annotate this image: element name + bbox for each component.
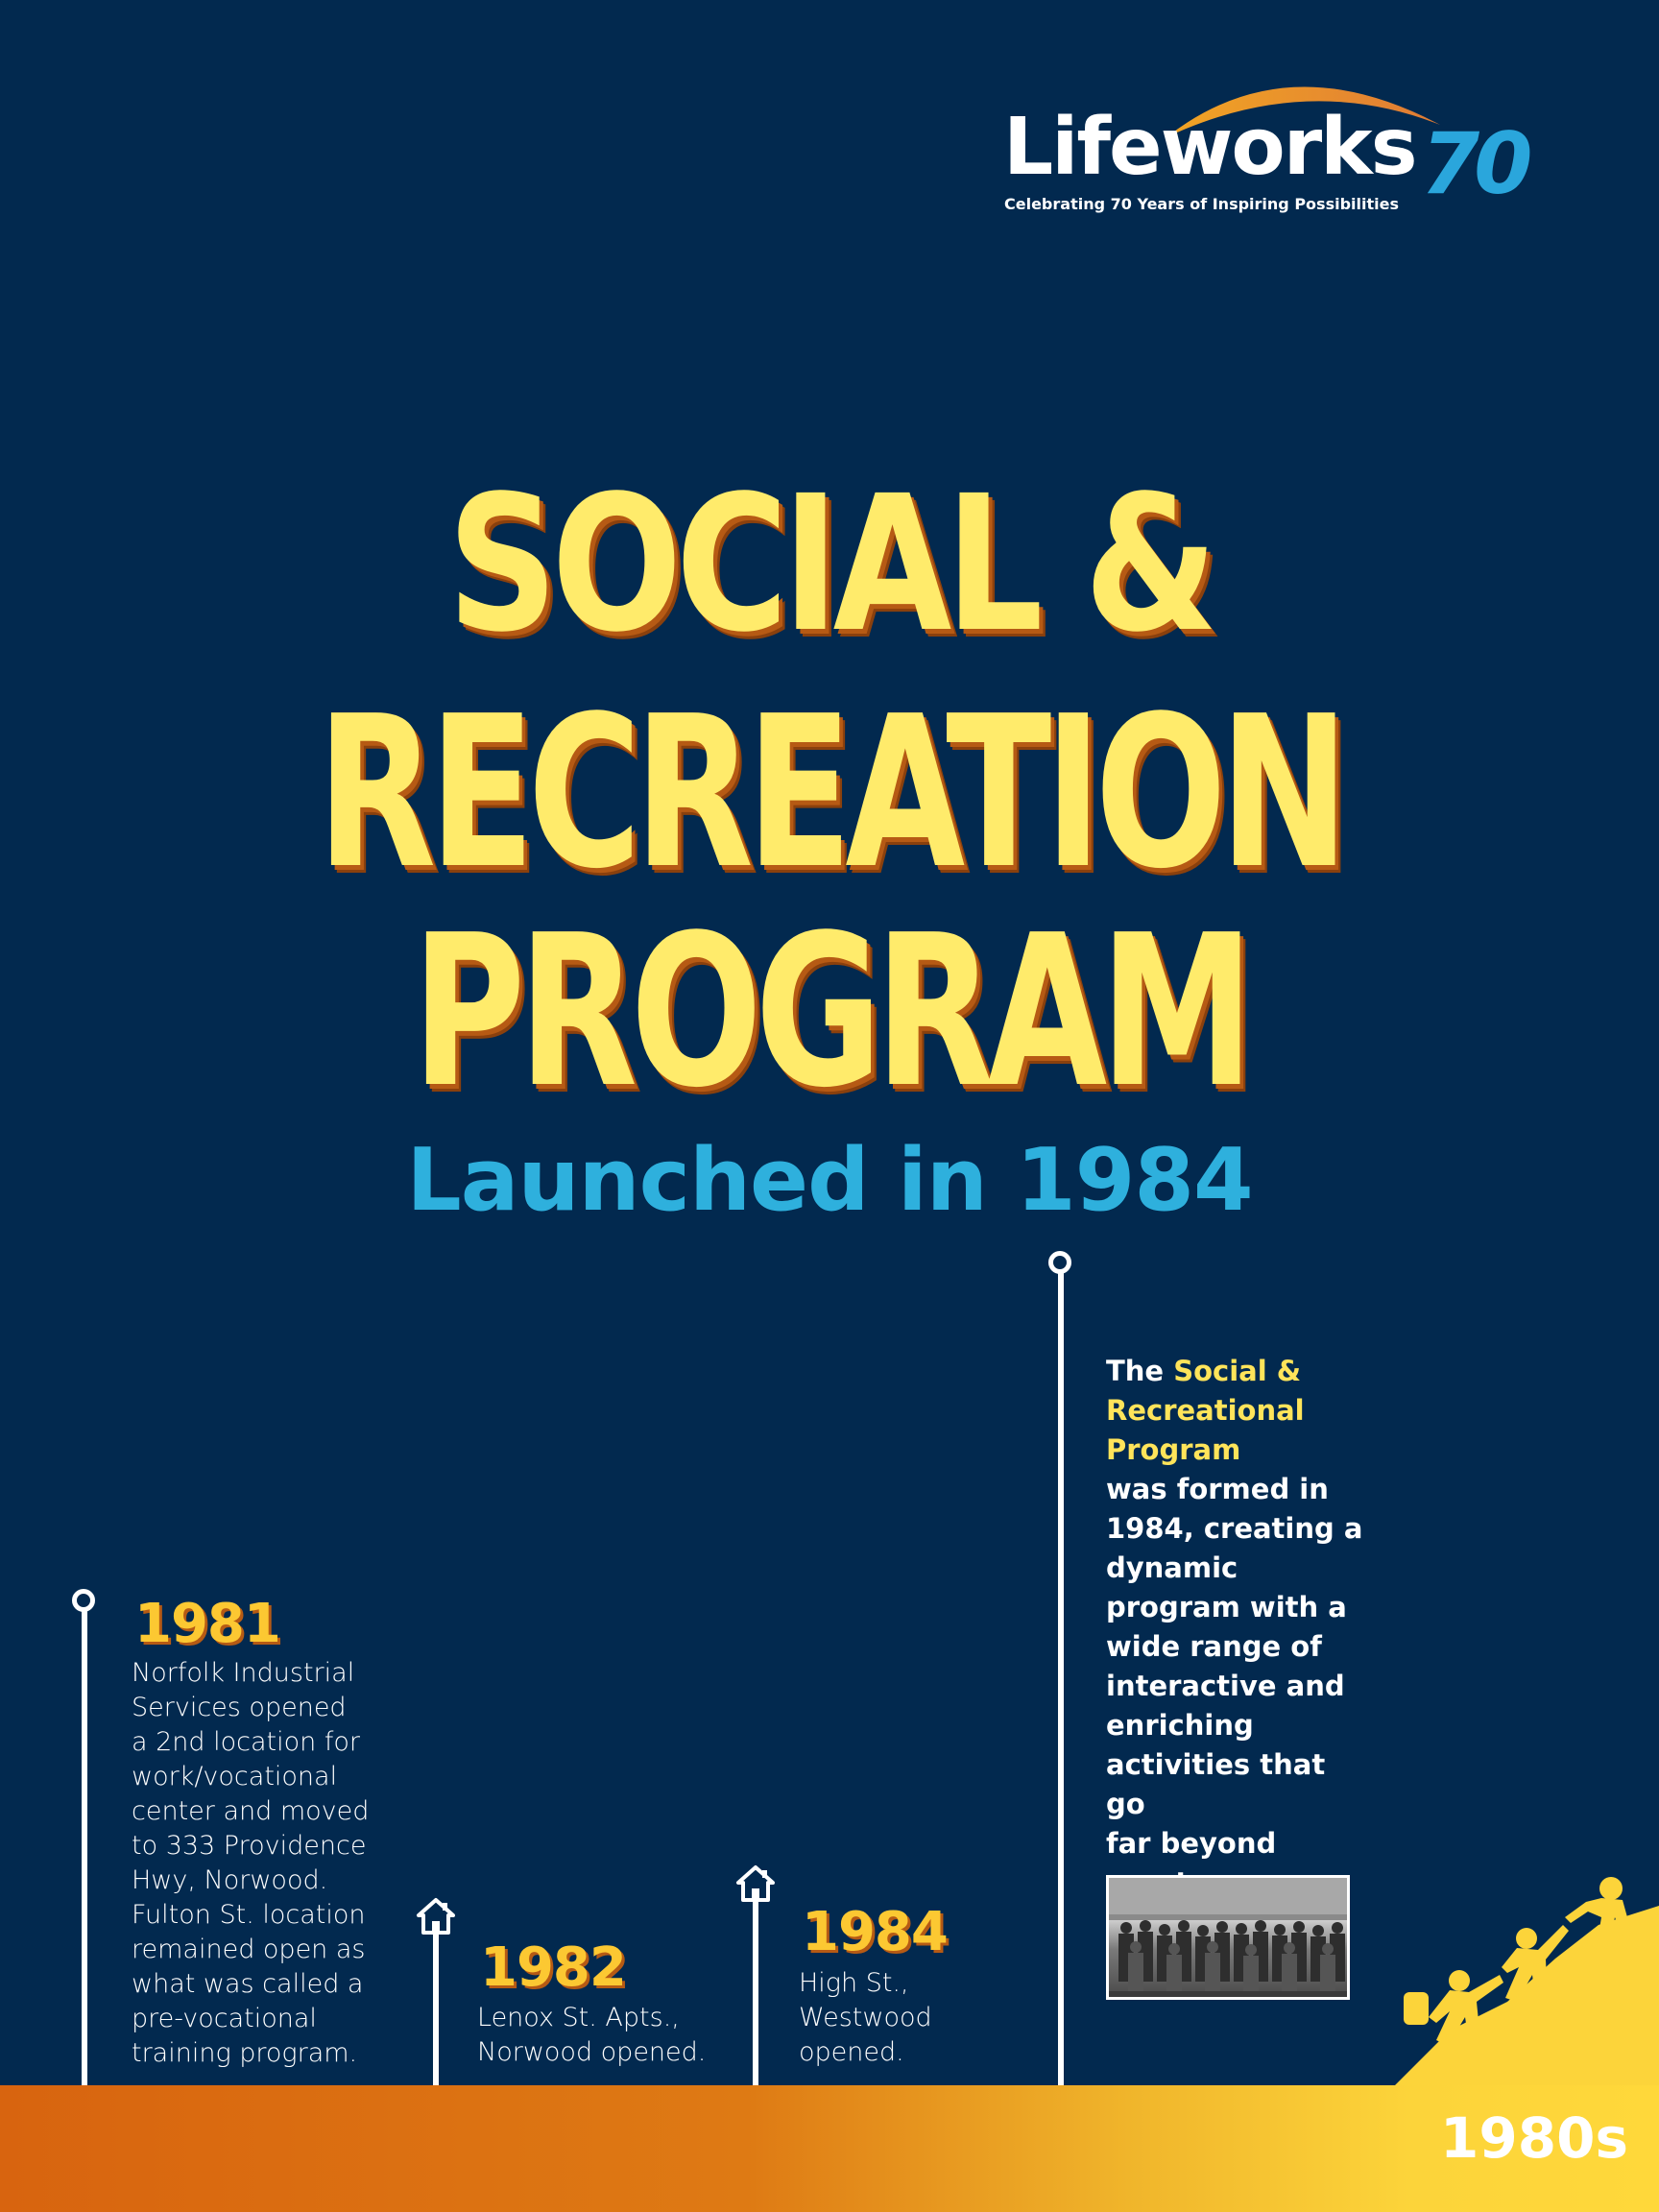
bottom-decade-bar [0, 2085, 1659, 2212]
timeline-line-1982 [433, 1930, 439, 2085]
timeline-line-1984 [753, 1901, 758, 2085]
decade-label: 1980s [1440, 2105, 1628, 2171]
title-line-3: PROGRAM [412, 891, 1247, 1134]
timeline-year-1982: 1982 [480, 1936, 626, 1999]
group-photo-figures-icon [1109, 1878, 1350, 2000]
timeline-line-feature [1058, 1272, 1064, 2085]
title-line-1: SOCIAL & [446, 455, 1213, 673]
timeline-node-1981-icon [72, 1589, 95, 1612]
house-icon [416, 1897, 456, 1936]
timeline-year-1984: 1984 [802, 1901, 948, 1963]
timeline-text-1984: High St., Westwood opened. [799, 1968, 932, 2067]
feature-paragraph: The Social & Recreational Program was formed in 1984, creating a dynamic program with a wide range of interactive and enriching activities that go far beyond [1106, 1355, 1363, 1860]
group-photo [1106, 1875, 1350, 2000]
title-line-2: RECREATION [317, 672, 1342, 915]
logo-wordmark: Lifeworks [1003, 102, 1416, 193]
climbers-helping-icon [1392, 1867, 1659, 2088]
logo-anniversary-number: 70 [1421, 114, 1527, 213]
timeline-node-feature-icon [1048, 1251, 1071, 1274]
logo-tagline: Celebrating 70 Years of Inspiring Possibilities [1004, 195, 1399, 213]
page-subtitle: Launched in 1984 [406, 1130, 1253, 1231]
timeline-line-1981 [82, 1611, 87, 2085]
timeline-text-1982: Lenox St. Apts., Norwood opened. [477, 2003, 707, 2067]
timeline-year-1981: 1981 [134, 1593, 280, 1655]
timeline-text-1981: Norfolk Industrial Services opened a 2nd location for work/vocational center and moved to 333 Providence Hwy, Norwood. Fulton St. location remained open as what was called a pre-vocational training program. [132, 1658, 370, 2068]
lifeworks-logo [998, 53, 1527, 226]
house-icon [735, 1864, 776, 1903]
